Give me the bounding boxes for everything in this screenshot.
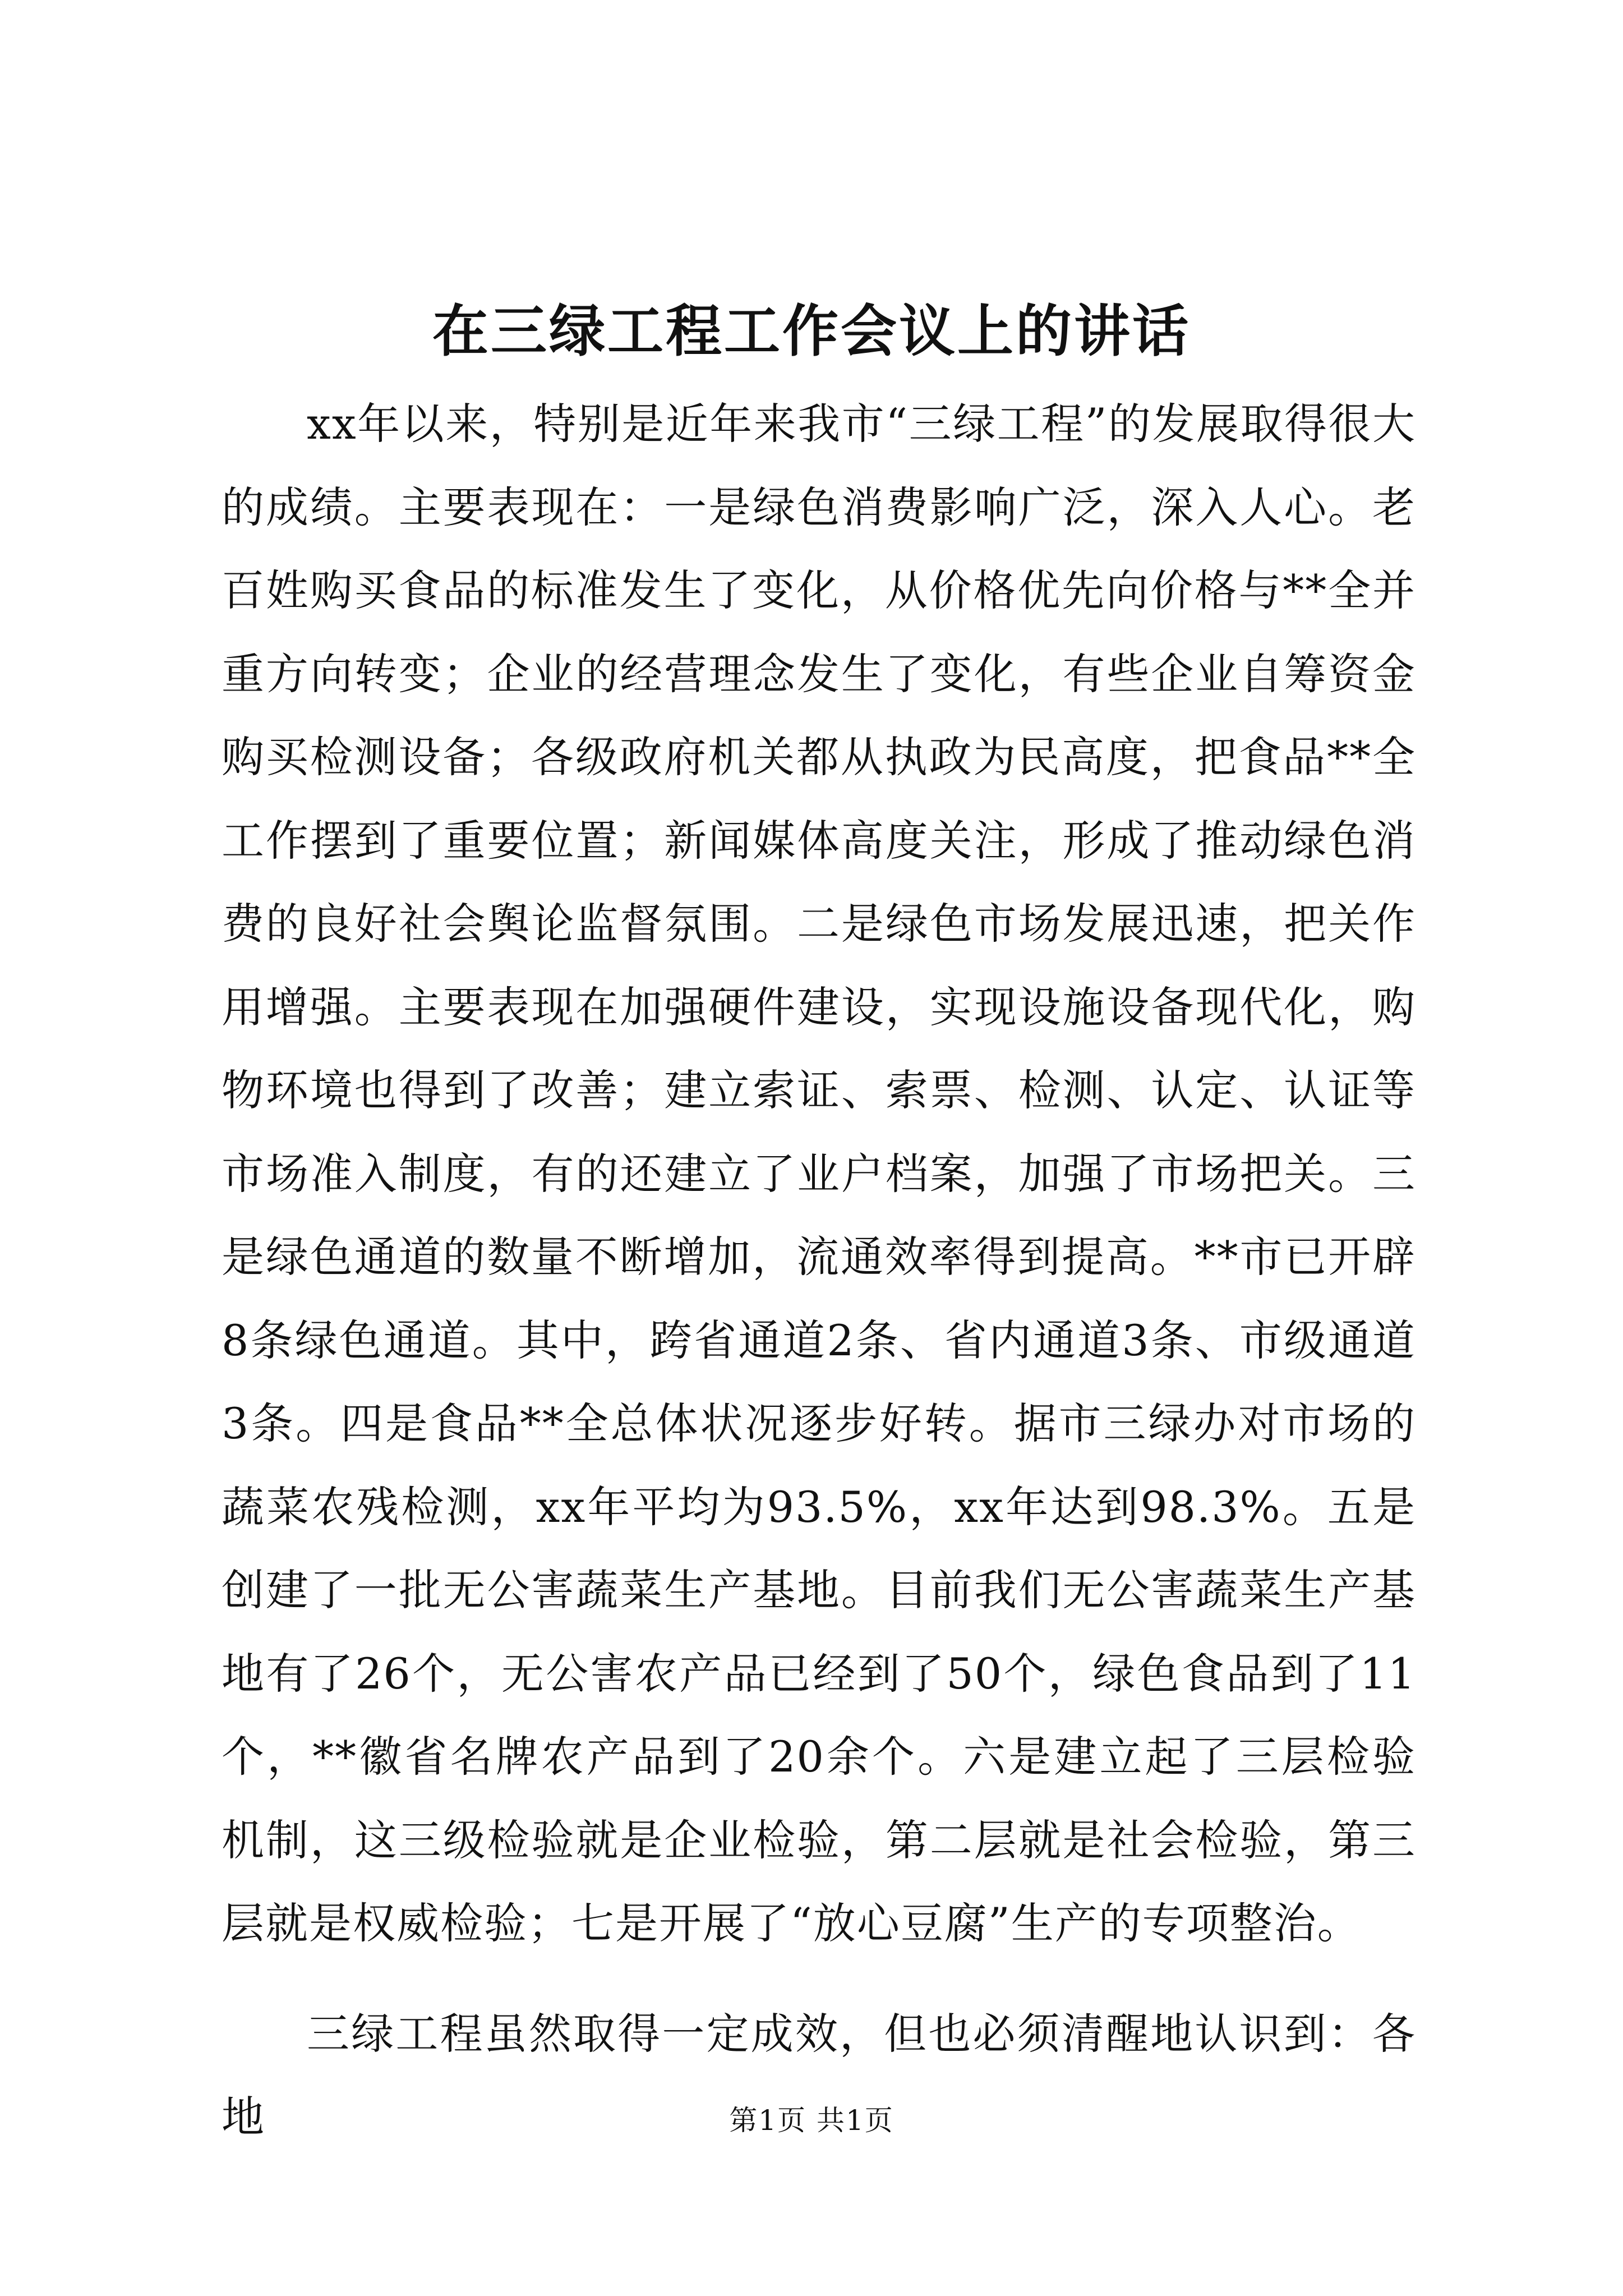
document-title: 在三绿工程工作会议上的讲话 (432, 298, 1191, 364)
paragraph-1: xx年以来，特别是近年来我市“三绿工程”的发展取得很大的成绩。主要表现在：一是绿色消费影响广泛，深入人心。老百姓购买食品的标准发生了变化，从价格优先向价格与**全并重方向转变；企业的经营理念发生了变化，有些企业自筹资金购买检测设备；各级政府机关都从执政为民高度，把食品**全工作摆到了重要位置；新闻媒体高度关注，形成了推动绿色消费的良好社会舆论监督氛围。二是绿色市场发展迅速，把关作用增强。主要表现在加强硬件建设，实现设施设备现代化，购物环境也得到了改善；建立索证、索票、检测、认定、认证等市场准入制度，有的还建立了业户档案，加强了市场把关。三是绿色通道的数量不断增加，流通效率得到提高。**市已开辟8条绿色通道。其中，跨省通道2条、省内通道3条、市级通道3条。四是食品**全总体状况逐步好转。据市三绿办对市场的蔬菜农残检测，xx年平均为93.5%，xx年达到98.3%。五是创建了一批无公害蔬菜生产基地。目前我们无公害蔬菜生产基地有了26个，无公害农产品已经到了50个，绿色食品到了11个，**徽省名牌农产品到了20余个。六是建立起了三层检验机制，这三级检验就是企业检验，第二层就是社会检验，第三层就是权威检验；七是开展了“放心豆腐”生产的专项整治。 (222, 399, 1416, 1948)
document-body (222, 383, 1416, 2159)
paragraph-2: 三绿工程虽然取得一定成效，但也必须清醒地认识到：各地 (222, 2008, 1416, 2142)
page-footer: 第1页 共1页 (729, 2104, 894, 2137)
